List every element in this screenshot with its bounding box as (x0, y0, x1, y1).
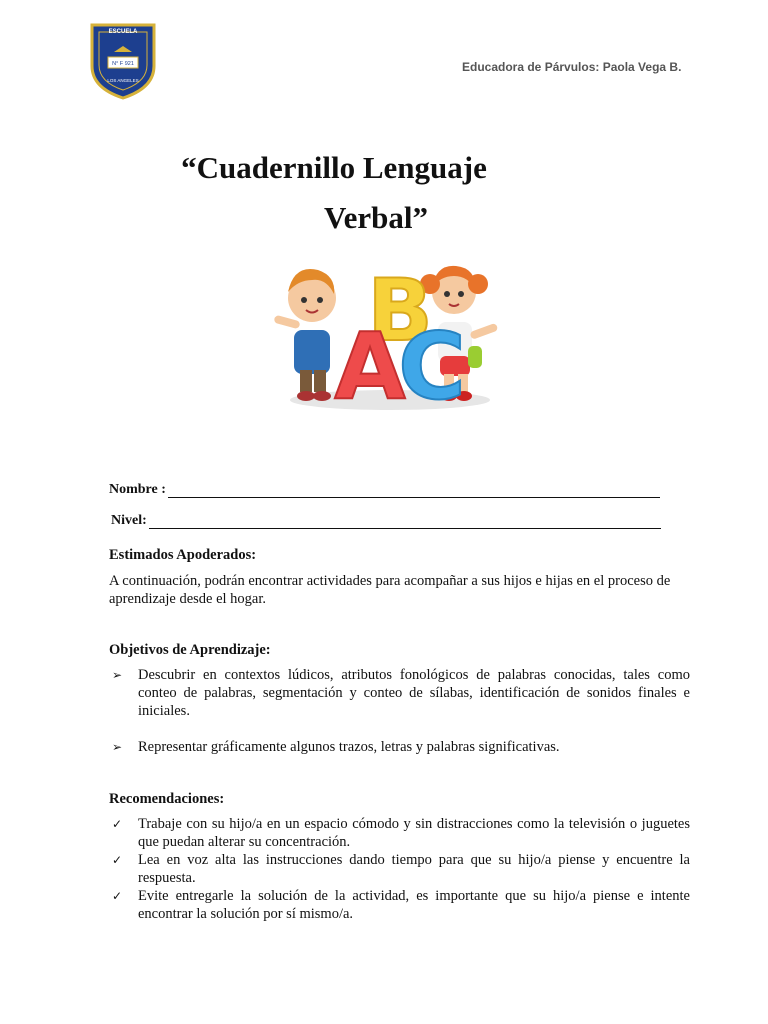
list-item: ✓ Trabaje con su hijo/a en un espacio cómodo y sin distracciones como la televisión o juguetes que puedan alterar su concentración. (112, 816, 690, 850)
page-title-line-1: “Cuadernillo Lenguaje (181, 150, 487, 185)
page-title-line-2: Verbal” (324, 200, 428, 235)
level-blank-line[interactable] (149, 514, 661, 529)
level-field[interactable] (111, 513, 661, 529)
intro-text: A continuación, podrán encontrar actividades para acompañar a sus hijos e hijas en el proceso de aprendizaje desde el hogar. (109, 573, 671, 607)
list-item: ➢ Representar gráficamente algunos trazos, letras y palabras significativas. (112, 739, 560, 755)
letter-c: C (398, 313, 466, 418)
logo-top-text: ESCUELA (108, 29, 138, 35)
checkmark-icon: ✓ (112, 889, 123, 903)
list-item: ✓ Lea en voz alta las instrucciones dando tiempo para que su hijo/a piense y encuentre la respuesta. (112, 852, 690, 886)
author-credit: Educadora de Párvulos: Paola Vega B. (462, 60, 682, 74)
recommendations-list (112, 815, 690, 923)
name-label: Nombre : (109, 482, 166, 497)
logo-bottom-text: LOS ANGELES (107, 78, 139, 83)
letter-a: A (334, 313, 406, 418)
arrow-bullet-icon: ➢ (112, 668, 123, 682)
name-blank-line[interactable] (168, 483, 660, 498)
list-item: ✓ Evite entregarle la solución de la actividad, es importante que su hijo/a piense e intente encontrar la solución por sí mismo/a. (112, 888, 690, 922)
name-field[interactable] (109, 482, 660, 498)
logo-number: N° F 921 (112, 61, 134, 67)
checkmark-icon: ✓ (112, 853, 123, 867)
letter-b: B (367, 261, 433, 361)
boy-figure-icon (273, 269, 336, 401)
level-label: Nivel: (111, 513, 147, 528)
list-item: ➢ Descubrir en contextos lúdicos, atributos fonológicos de palabras conocidas, tales como conteo de palabras, segmentación y conteo de sílabas, identificación de sonidos finales e iniciales. (112, 667, 690, 719)
objectives-heading: Objetivos de Aprendizaje: (109, 642, 271, 658)
kids-abc-illustration (272, 248, 508, 418)
checkmark-icon: ✓ (112, 817, 123, 831)
objectives-list (112, 666, 690, 756)
recommendations-heading: Recomendaciones: (109, 791, 225, 807)
school-logo (88, 22, 158, 100)
arrow-bullet-icon: ➢ (112, 740, 123, 754)
intro-heading: Estimados Apoderados: (109, 547, 257, 563)
